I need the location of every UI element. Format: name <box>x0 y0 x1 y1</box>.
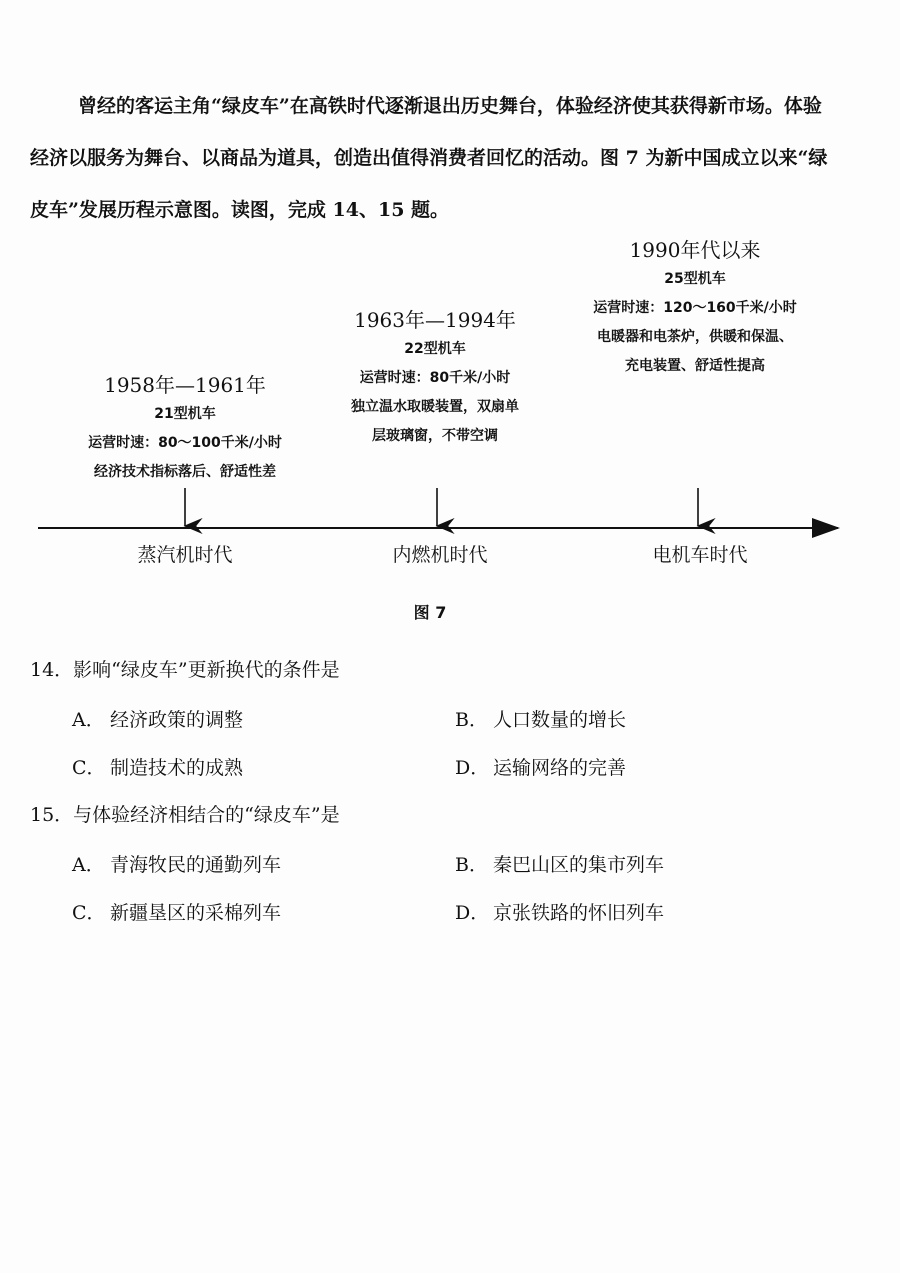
option-letter: C． <box>72 902 106 924</box>
option-text: 新疆垦区的采棉列车 <box>110 902 282 924</box>
question-15-option-a <box>72 850 281 877</box>
option-text: 秦巴山区的集市列车 <box>493 854 665 876</box>
option-letter: C． <box>72 757 106 779</box>
option-text: 制造技术的成熟 <box>110 757 244 779</box>
option-text: 京张铁路的怀旧列车 <box>493 902 665 924</box>
option-letter: B． <box>455 709 488 731</box>
era-3-speed: 运营时速：120～160千米/小时 <box>593 300 797 316</box>
era-1-info <box>50 370 320 487</box>
era-label-diesel: 内燃机时代 <box>392 544 488 566</box>
question-14-option-c <box>72 753 243 780</box>
era-label-electric: 电机车时代 <box>652 544 748 566</box>
question-14-stem: 14．影响“绿皮车”更新换代的条件是 <box>30 659 340 681</box>
question-15-option-d <box>455 898 664 925</box>
era-2-info <box>310 305 560 451</box>
option-text: 经济政策的调整 <box>110 709 244 731</box>
era-3-model: 25型机车 <box>664 271 726 287</box>
question-14-option-b <box>455 705 626 732</box>
question-15-option-b <box>455 850 664 877</box>
era-3-period: 1990年代以来 <box>629 238 761 262</box>
era-3-info <box>560 235 830 381</box>
era-2-model: 22型机车 <box>404 341 466 357</box>
era-2-note-2: 层玻璃窗，不带空调 <box>372 428 498 444</box>
question-14-option-d <box>455 753 626 780</box>
era-2-period: 1963年—1994年 <box>354 308 516 332</box>
question-15-stem: 15．与体验经济相结合的“绿皮车”是 <box>30 804 340 826</box>
era-2-note-1: 独立温水取暖装置，双扇单 <box>351 399 519 415</box>
era-3-note-2: 充电装置、舒适性提高 <box>625 358 765 374</box>
option-text: 人口数量的增长 <box>493 709 627 731</box>
option-letter: A． <box>72 709 105 731</box>
era-1-speed: 运营时速：80～100千米/小时 <box>88 435 282 451</box>
era-1-period: 1958年—1961年 <box>104 373 266 397</box>
intro-paragraph: 曾经的客运主角“绿皮车”在高铁时代逐渐退出历史舞台，体验经济使其获得新市场。体验经济以服务为舞台、以商品为道具，创造出值得消费者回忆的活动。图 7 为新中国成立以来“绿皮车”发展历程示意图。读图，完成 14、15 题。 <box>30 95 828 221</box>
option-letter: D． <box>455 757 490 779</box>
era-1-note: 经济技术指标落后、舒适性差 <box>94 464 276 480</box>
option-text: 运输网络的完善 <box>493 757 627 779</box>
option-letter: A． <box>72 854 105 876</box>
era-3-note-1: 电暖器和电茶炉，供暖和保温、 <box>597 329 793 345</box>
era-2-speed: 运营时速：80千米/小时 <box>359 370 511 386</box>
option-text: 青海牧民的通勤列车 <box>110 854 282 876</box>
option-letter: D． <box>455 902 490 924</box>
figure-caption: 图 7 <box>413 603 447 622</box>
option-letter: B． <box>455 854 488 876</box>
question-14-option-a <box>72 705 243 732</box>
era-1-model: 21型机车 <box>154 406 216 422</box>
question-15-option-c <box>72 898 281 925</box>
era-label-steam: 蒸汽机时代 <box>137 544 233 566</box>
